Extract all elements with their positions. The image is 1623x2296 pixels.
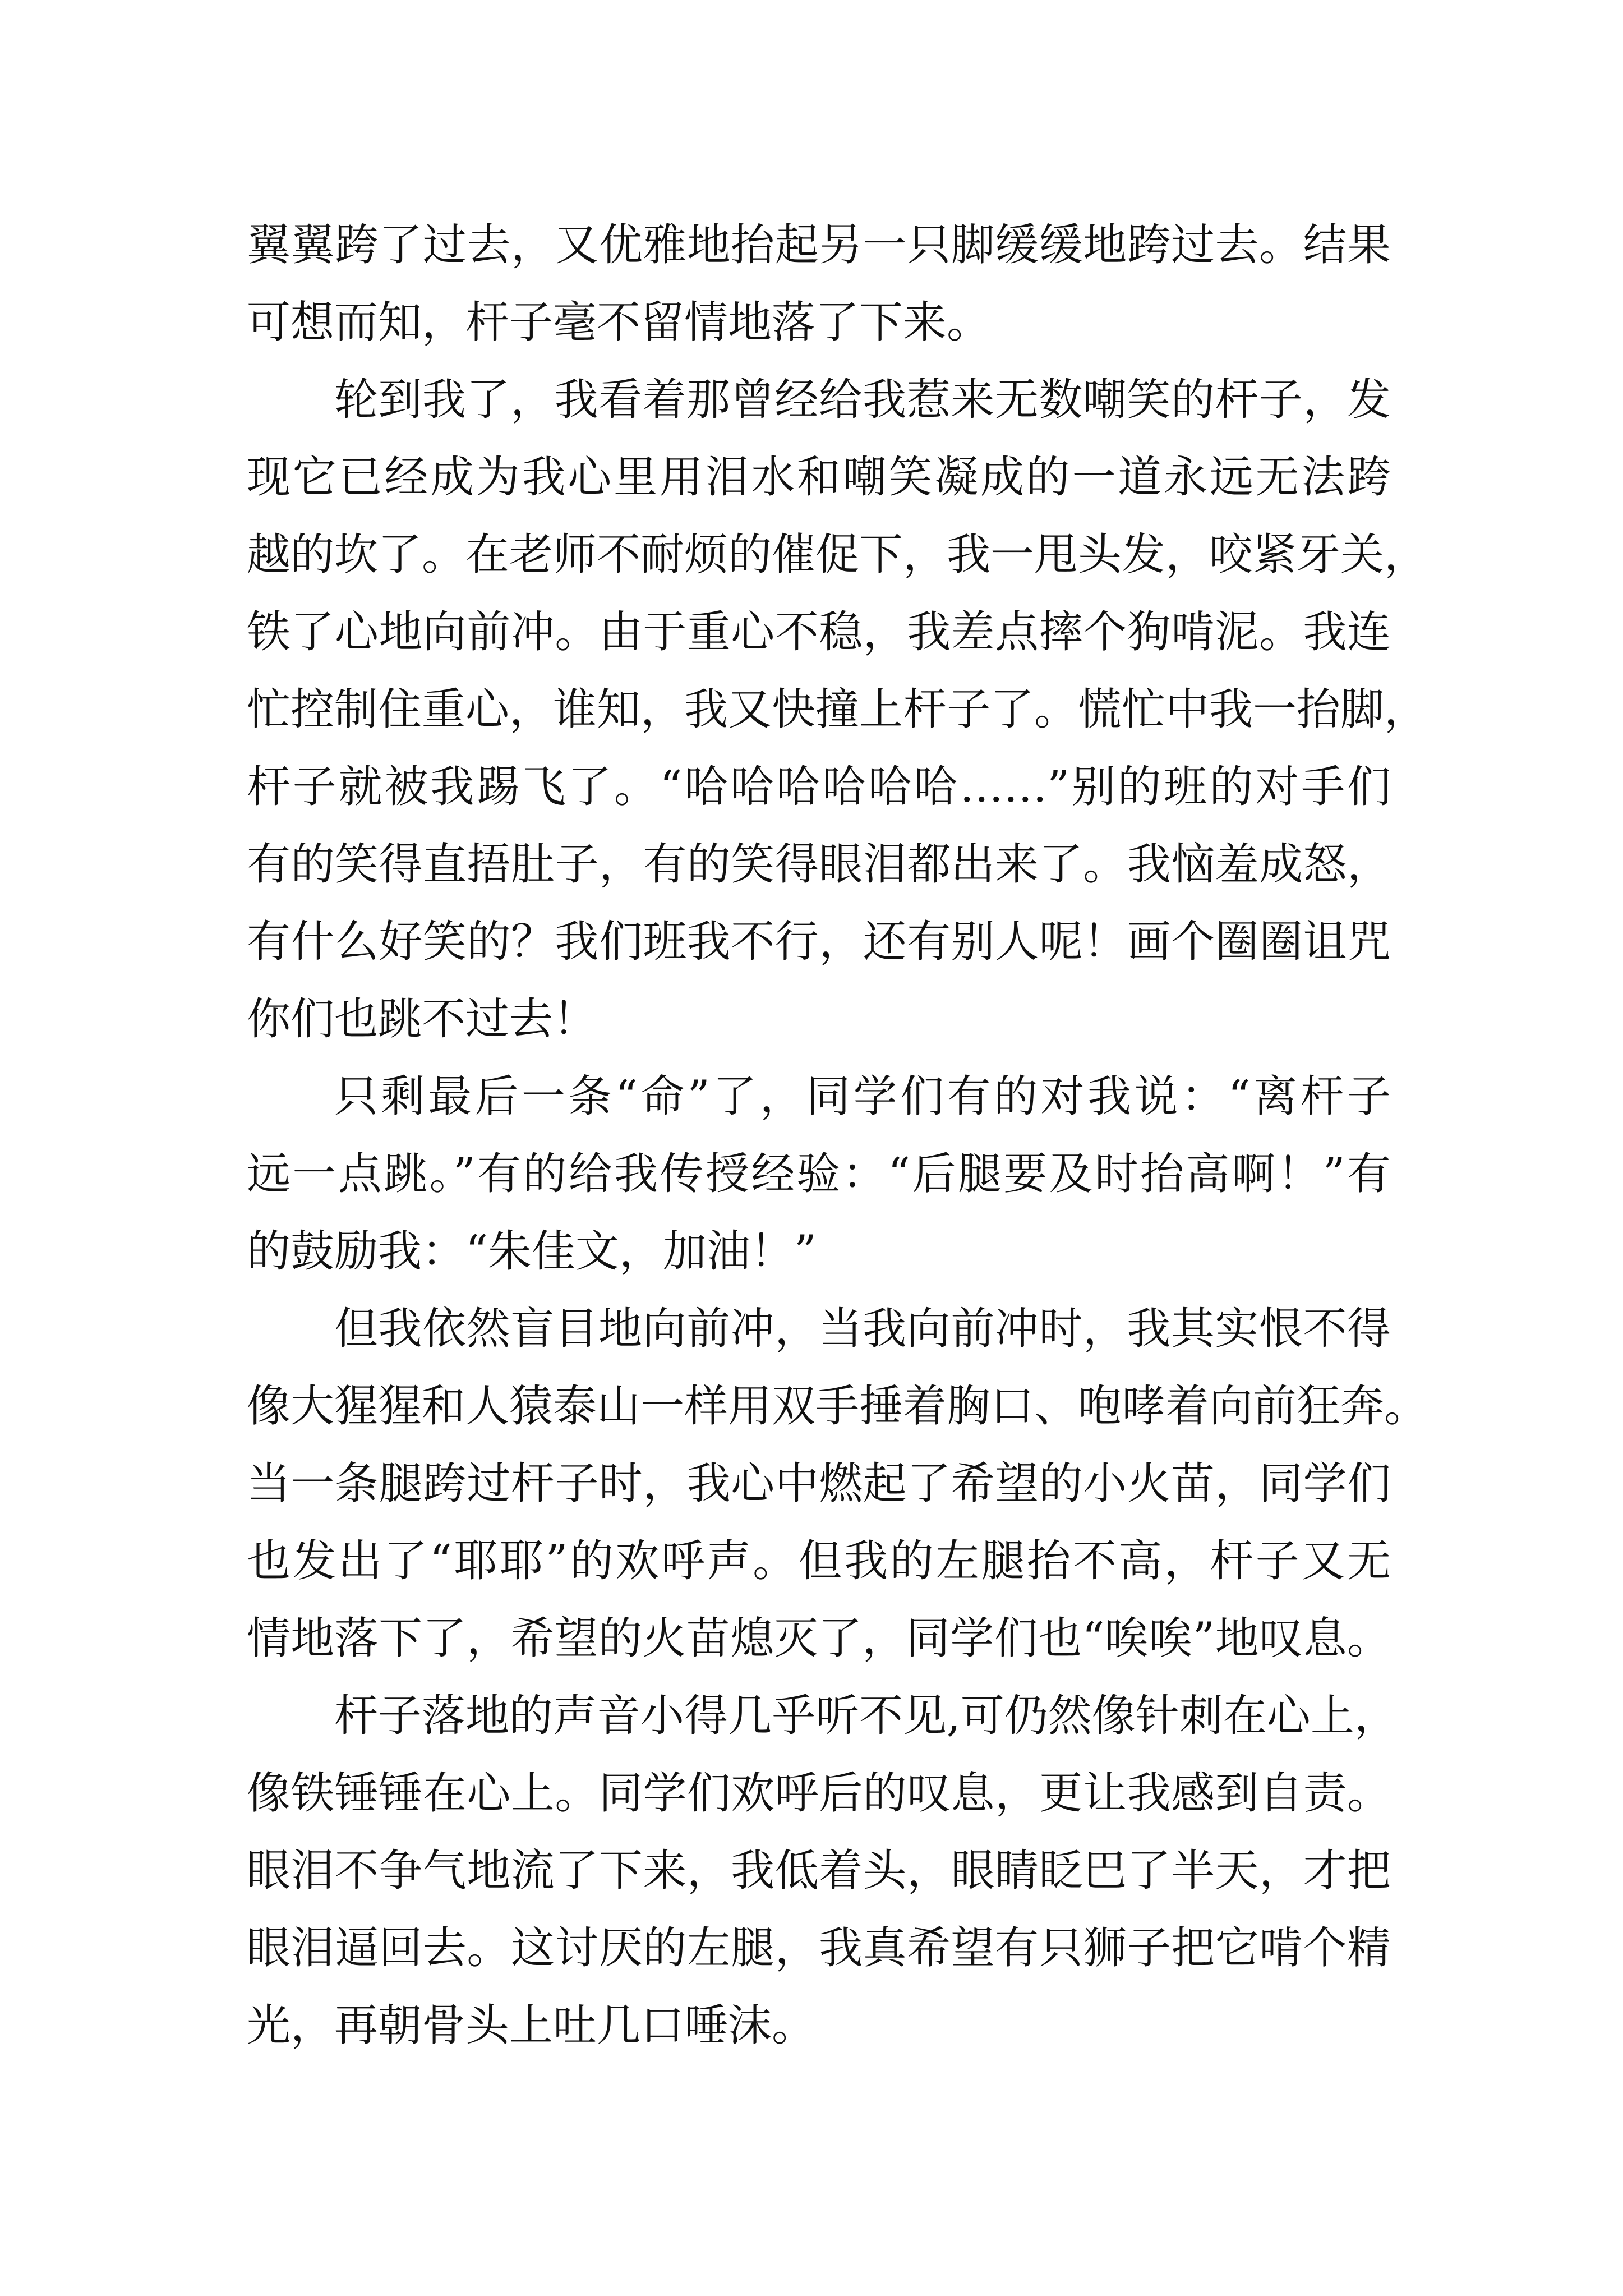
text-line: 越的坎了。在老师不耐烦的催促下，我一甩头发，咬紧牙关， — [247, 530, 1428, 580]
text-line: 你们也跳不过去！ — [247, 994, 597, 1045]
text-line: 只剩最后一条“命”了，同学们有的对我说：“离杆子 — [334, 1071, 1391, 1122]
paragraph-2 — [247, 361, 1428, 1058]
text-line: 光，再朝骨头上吐几口唾沫。 — [247, 2000, 816, 2051]
text-line: 的鼓励我：“朱佳文，加油！” — [247, 1226, 817, 1277]
text-line: 有的笑得直捂肚子，有的笑得眼泪都出来了。我恼羞成怒， — [247, 839, 1391, 890]
text-line: 当一条腿跨过杆子时，我心中燃起了希望的小火苗，同学们 — [247, 1458, 1391, 1509]
text-line: 但我依然盲目地向前冲，当我向前冲时，我其实恨不得 — [334, 1304, 1391, 1354]
paragraph-3 — [247, 1058, 1391, 1290]
text-line: 翼翼跨了过去，又优雅地抬起另一只脚缓缓地跨过去。结果 — [247, 220, 1391, 270]
paragraph-5 — [247, 1677, 1398, 2064]
text-line: 有什么好笑的？我们班我不行，还有别人呢！画个圈圈诅咒 — [247, 917, 1391, 967]
text-line: 眼泪逼回去。这讨厌的左腿，我真希望有只狮子把它啃个精 — [247, 1923, 1391, 1973]
text-line: 像大猩猩和人猿泰山一样用双手捶着胸口、咆哮着向前狂奔。 — [247, 1381, 1428, 1432]
text-line: 忙控制住重心，谁知，我又快撞上杆子了。慌忙中我一抬脚， — [247, 684, 1428, 735]
text-line: 杆子落地的声音小得几乎听不见,可仍然像针刺在心上， — [334, 1691, 1398, 1741]
text-line: 也发出了“耶耶”的欢呼声。但我的左腿抬不高，杆子又无 — [247, 1536, 1391, 1586]
paragraph-4 — [247, 1290, 1428, 1677]
text-line: 轮到我了，我看着那曾经给我惹来无数嘲笑的杆子，发 — [334, 375, 1391, 425]
text-line: 眼泪不争气地流了下来，我低着头，眼睛眨巴了半天，才把 — [247, 1846, 1391, 1896]
text-line: 可想而知，杆子毫不留情地落了下来。 — [247, 297, 991, 348]
text-line: 情地落下了，希望的火苗熄灭了，同学们也“唉唉”地叹息。 — [247, 1613, 1391, 1664]
text-line: 远一点跳。”有的给我传授经验：“后腿要及时抬高啊！”有 — [247, 1149, 1391, 1199]
text-line: 像铁锤锤在心上。同学们欢呼后的叹息，更让我感到自责。 — [247, 1768, 1391, 1819]
document-body — [247, 206, 1428, 2064]
text-line: 现它已经成为我心里用泪水和嘲笑凝成的一道永远无法跨 — [247, 452, 1391, 503]
text-line: 铁了心地向前冲。由于重心不稳，我差点摔个狗啃泥。我连 — [247, 607, 1391, 657]
text-line: 杆子就被我踢飞了。“哈哈哈哈哈哈……”别的班的对手们 — [247, 762, 1391, 812]
paragraph-1 — [247, 206, 1391, 361]
